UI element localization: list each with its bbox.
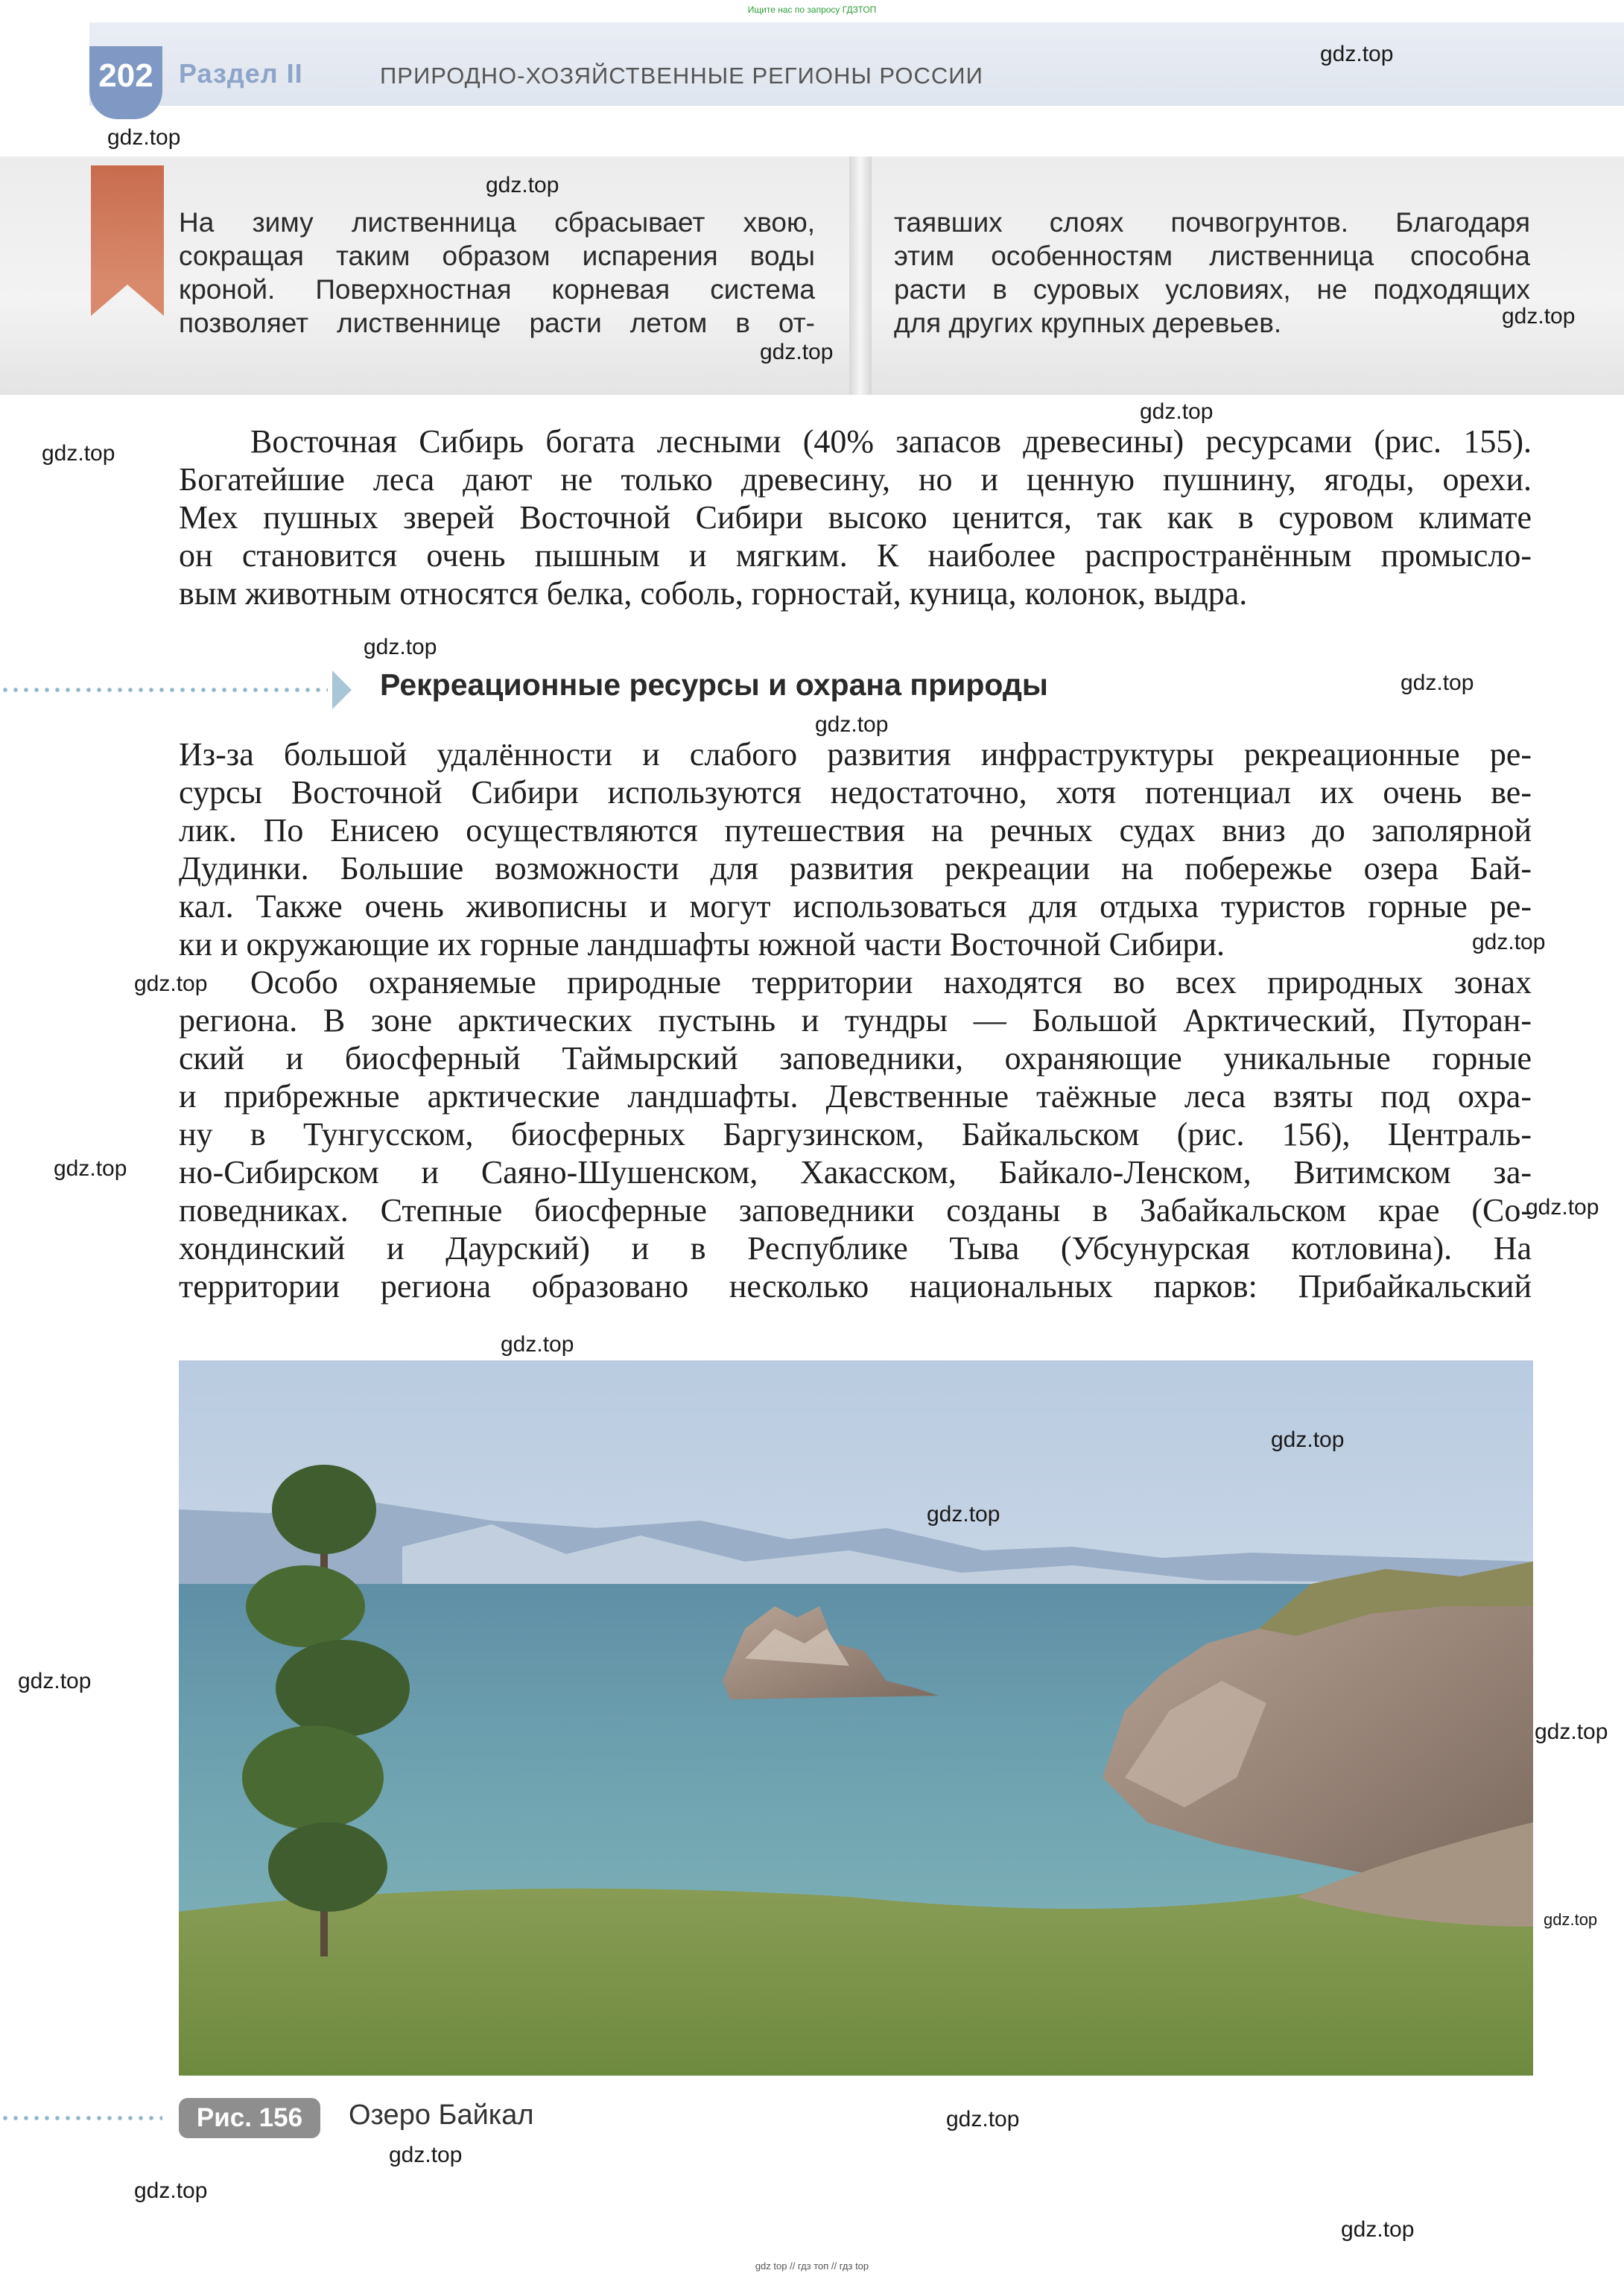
info-line: сокращая таким образом испарения воды	[179, 241, 815, 271]
text-line: поведниках. Степные биосферные заповедники созданы в Забайкальском крае (Со-	[179, 1192, 1532, 1229]
text-line: и прибрежные арктические ландшафты. Девственные таёжные леса взяты под охра-	[179, 1078, 1532, 1115]
watermark: gdz.top	[364, 635, 437, 659]
text-line: Мех пушных зверей Восточной Сибири высоко ценится, так как в суровом климате	[179, 499, 1532, 536]
paragraph-recreation	[179, 735, 1532, 963]
watermark: gdz.top	[760, 340, 834, 364]
text-line: сурсы Восточной Сибири используются недостаточно, хотя потенциал их очень ве-	[179, 774, 1532, 811]
paragraph-protected-areas	[179, 963, 1532, 1305]
info-line: кроной. Поверхностная корневая система	[179, 274, 815, 305]
info-box-right-column	[894, 206, 1530, 340]
text-line: ский и биосферный Таймырский заповедники, охраняющие уникальные горные	[179, 1040, 1532, 1077]
info-line: таявших слоях почвогрунтов. Благодаря	[894, 207, 1530, 238]
figure-label: Рис. 156	[179, 2098, 320, 2138]
watermark: gdz.top	[1544, 1910, 1598, 1929]
watermark: gdz.top	[1320, 42, 1394, 66]
caption-dotted-line	[0, 2116, 162, 2120]
info-box-left-column	[179, 206, 815, 340]
text-line: вым животным относятся белка, соболь, горностай, куница, колонок, выдра.	[179, 575, 1248, 612]
info-line: позволяет лиственнице расти летом в от-	[179, 308, 815, 338]
watermark: gdz.top	[134, 2178, 208, 2203]
text-line: территории региона образовано несколько национальных парков: Прибайкальский	[179, 1268, 1532, 1305]
text-line: Особо охраняемые природные территории находятся во всех природных зонах	[250, 964, 1532, 1001]
text-line: Дудинки. Большие возможности для развития рекреации на побережье озера Бай-	[179, 850, 1532, 887]
info-line: этим особенностям лиственница способна	[894, 241, 1530, 271]
watermark: gdz.top	[1535, 1720, 1608, 1744]
section-heading: Рекреационные ресурсы и охрана природы	[380, 668, 1048, 702]
text-line: Из-за большой удалённости и слабого развития инфраструктуры рекреационные ре-	[179, 736, 1532, 773]
watermark: gdz.top	[1502, 304, 1576, 329]
watermark: gdz.top	[486, 173, 559, 197]
text-line: но-Сибирском и Саяно-Шушенском, Хакасском, Байкало-Ленском, Витимском за-	[179, 1154, 1532, 1191]
text-line: хондинский и Даурский) и в Республике Тыва (Убсунурская котловина). На	[179, 1230, 1532, 1267]
heading-dotted-line	[0, 688, 328, 692]
text-line: региона. В зоне арктических пустынь и тундры — Большой Арктический, Путоран-	[179, 1002, 1532, 1039]
page-number: 202	[89, 46, 162, 119]
watermark: gdz.top	[42, 441, 115, 466]
watermark: gdz.top	[1472, 930, 1546, 954]
watermark: gdz.top	[927, 1502, 1000, 1527]
watermark: gdz.top	[1401, 671, 1474, 695]
watermark: gdz.top	[1341, 2217, 1415, 2242]
text-line: ну в Тунгусском, биосферных Баргузинском, Байкальском (рис. 156), Централь-	[179, 1116, 1532, 1153]
watermark: gdz.top	[389, 2143, 463, 2167]
paragraph-forest-resources	[179, 422, 1532, 612]
text-line: кал. Также очень живописны и могут использоваться для отдыха туристов горные ре-	[179, 888, 1532, 925]
section-label: Раздел II	[179, 58, 303, 89]
bottom-note: gdz top // гдз топ // гдз top	[755, 2260, 869, 2272]
watermark: gdz.top	[815, 712, 889, 737]
text-line: лик. По Енисею осуществляются путешествия на речных судах вниз до заполярной	[179, 812, 1532, 849]
watermark: gdz.top	[18, 1669, 92, 1693]
watermark: gdz.top	[1271, 1427, 1345, 1452]
info-line: На зиму лиственница сбрасывает хвою,	[179, 207, 815, 238]
watermark: gdz.top	[107, 125, 181, 150]
running-head: ПРИРОДНО-ХОЗЯЙСТВЕННЫЕ РЕГИОНЫ РОССИИ	[380, 63, 983, 89]
top-note: Ищите нас по запросу ГДЗТОП	[747, 4, 877, 15]
watermark: gdz.top	[1526, 1195, 1599, 1220]
watermark: gdz.top	[54, 1156, 127, 1181]
info-line: для других крупных деревьев.	[894, 308, 1282, 338]
bookmark-ribbon-icon	[91, 165, 164, 285]
text-line: Богатейшие леса дают не только древесину, но и ценную пушнину, ягоды, орехи.	[179, 461, 1532, 498]
text-line: Восточная Сибирь богата лесными (40% запасов древесины) ресурсами (рис. 155).	[250, 423, 1532, 460]
watermark: gdz.top	[946, 2107, 1020, 2132]
info-line: расти в суровых условиях, не подходящих	[894, 274, 1530, 305]
lake-baikal-photo	[179, 1360, 1533, 2076]
text-line: он становится очень пышным и мягким. К наиболее распространённым промысло-	[179, 537, 1532, 574]
watermark: gdz.top	[1140, 399, 1214, 424]
figure-caption: Озеро Байкал	[349, 2099, 534, 2131]
watermark: gdz.top	[134, 972, 208, 996]
text-line: ки и окружающие их горные ландшафты южной части Восточной Сибири.	[179, 926, 1225, 963]
heading-arrow-icon	[332, 671, 352, 709]
info-box-fold	[849, 156, 872, 395]
watermark: gdz.top	[501, 1332, 574, 1357]
